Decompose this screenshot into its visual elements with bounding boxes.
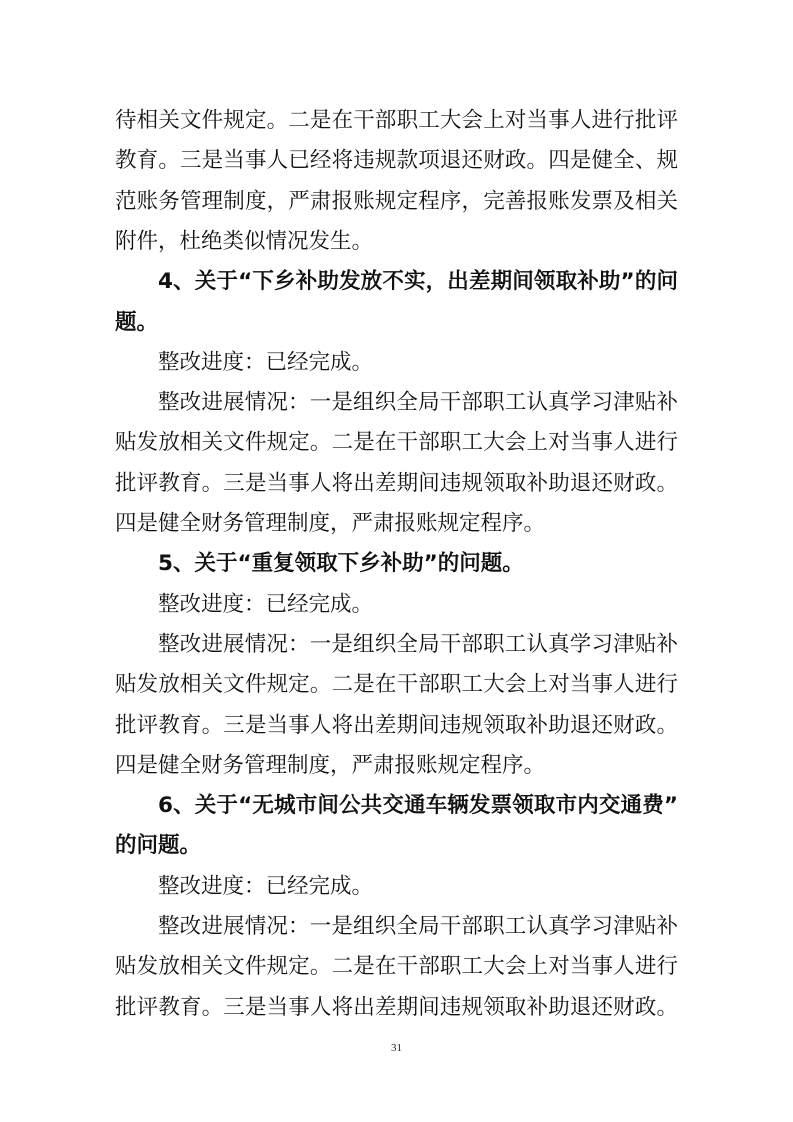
section-heading: 的问题。: [115, 833, 202, 859]
body-text-line: 四是健全财务管理制度，严肃报账规定程序。: [115, 511, 546, 536]
body-text-line: 贴发放相关文件规定。二是在干部职工大会上对当事人进行: [115, 954, 678, 980]
body-text-line: 整改进展情况：一是组织全局干部职工认真学习津贴补: [158, 914, 678, 939]
page-number: 31: [391, 1042, 402, 1054]
body-text-line: 待相关文件规定。二是在干部职工大会上对当事人进行批评: [115, 108, 678, 133]
section-heading: 5、关于“重复领取下乡补助”的问题。: [158, 551, 524, 577]
progress-status-line: 整改进度：已经完成。: [158, 349, 374, 375]
section-heading: 6、关于“无城市间公共交通车辆发票领取市内交通费”: [158, 793, 678, 819]
body-text-line: 范账务管理制度，严肃报账规定程序，完善报账发票及相关: [115, 188, 678, 214]
body-text-line: 四是健全财务管理制度，严肃报账规定程序。: [115, 752, 546, 778]
body-text-line: 批评教育。三是当事人将出差期间违规领取补助退还财政。: [115, 712, 678, 738]
body-text-line: 附件，杜绝类似情况发生。: [115, 228, 374, 254]
body-text-line: 贴发放相关文件规定。二是在干部职工大会上对当事人进行: [115, 430, 678, 456]
section-heading: 4、关于“下乡补助发放不实，出差期间领取补助”的问: [158, 269, 678, 295]
progress-status-line: 整改进度：已经完成。: [158, 873, 374, 899]
progress-status-line: 整改进度：已经完成。: [158, 591, 374, 617]
section-heading: 题。: [115, 309, 159, 335]
body-text-line: 教育。三是当事人已经将违规款项退还财政。四是健全、规: [115, 148, 678, 174]
body-text-line: 贴发放相关文件规定。二是在干部职工大会上对当事人进行: [115, 672, 678, 698]
body-text-line: 整改进展情况：一是组织全局干部职工认真学习津贴补: [158, 390, 678, 416]
body-text-line: 批评教育。三是当事人将出差期间违规领取补助退还财政。: [115, 994, 678, 1020]
body-text-line: 整改进展情况：一是组织全局干部职工认真学习津贴补: [158, 631, 678, 657]
body-text-line: 批评教育。三是当事人将出差期间违规领取补助退还财政。: [115, 470, 678, 496]
